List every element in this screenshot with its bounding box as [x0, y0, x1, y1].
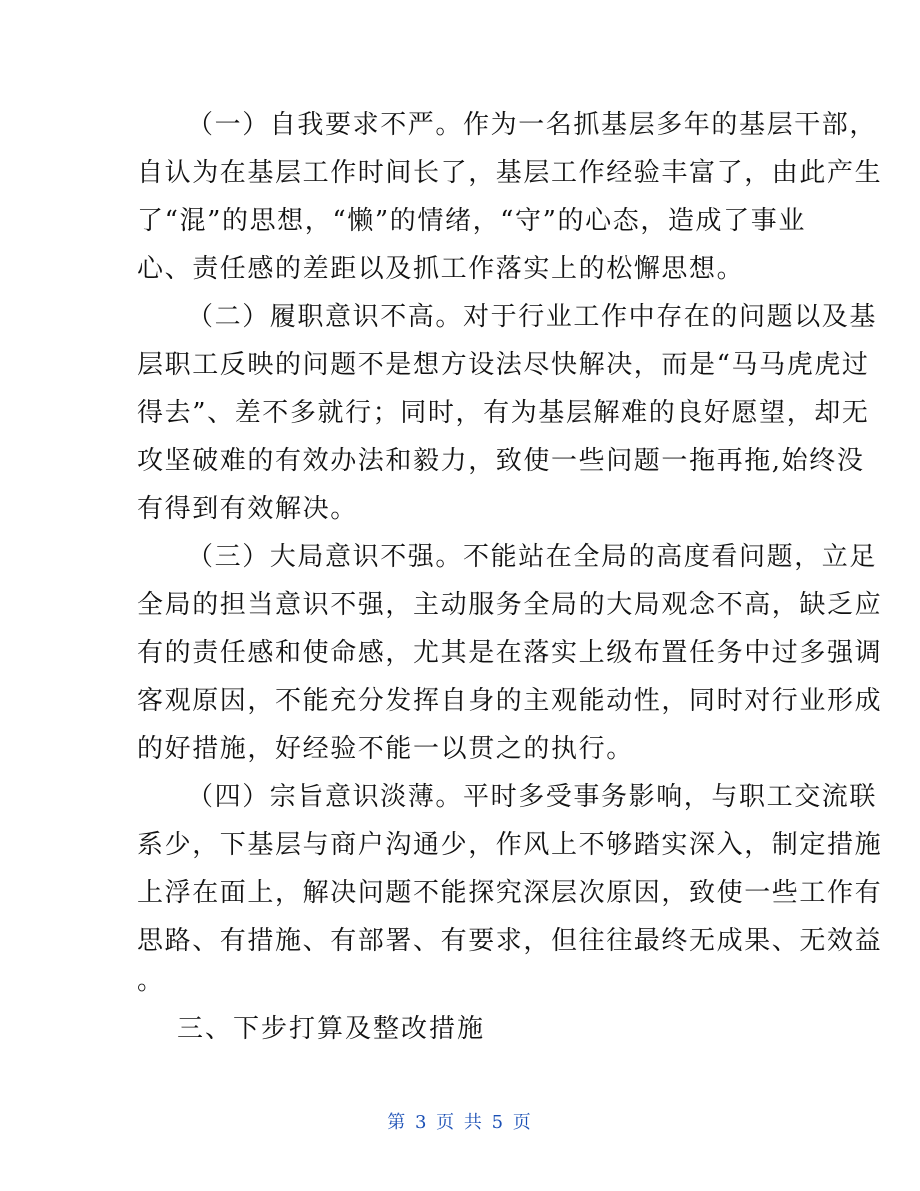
- paragraph-4-line-4: 思路、有措施、有部署、有要求，但往往最终无成果、无效益: [137, 926, 883, 956]
- paragraph-4-line-5: 。: [137, 966, 165, 996]
- paragraph-1-line-1: （一）自我要求不严。作为一名抓基层多年的基层干部，: [187, 110, 878, 140]
- paragraph-4-line-1: （四）宗旨意识淡薄。平时多受事务影响，与职工交流联: [187, 782, 878, 812]
- paragraph-2-line-3: 得去”、差不多就行；同时，有为基层解难的良好愿望，却无: [137, 398, 870, 428]
- paragraph-1-line-4: 心、责任感的差距以及抓工作落实上的松懈思想。: [137, 254, 745, 284]
- page-number-footer: 第 3 页 共 5 页: [387, 1112, 533, 1133]
- paragraph-2-line-2: 层职工反映的问题不是想方设法尽快解决，而是“马马虎虎过: [137, 350, 870, 380]
- paragraph-2-line-1: （二）履职意识不高。对于行业工作中存在的问题以及基: [187, 302, 878, 332]
- paragraph-4-line-2: 系少，下基层与商户沟通少，作风上不够踏实深入，制定措施: [137, 830, 883, 860]
- section-heading: 三、下步打算及整改措施: [177, 1014, 486, 1044]
- paragraph-1-line-3: 了“混”的思想，“懒”的情绪，“守”的心态，造成了事业: [137, 206, 806, 236]
- paragraph-3-line-2: 全局的担当意识不强，主动服务全局的大局观念不高，缺乏应: [137, 590, 883, 620]
- paragraph-3-line-5: 的好措施，好经验不能一以贯之的执行。: [137, 734, 634, 764]
- paragraph-3-line-3: 有的责任感和使命感，尤其是在落实上级布置任务中过多强调: [137, 638, 883, 668]
- paragraph-3-line-4: 客观原因，不能充分发挥自身的主观能动性，同时对行业形成: [137, 686, 883, 716]
- paragraph-1-line-2: 自认为在基层工作时间长了，基层工作经验丰富了，由此产生: [137, 158, 883, 188]
- paragraph-4-line-3: 上浮在面上，解决问题不能探究深层次原因，致使一些工作有: [137, 878, 883, 908]
- paragraph-2-line-5: 有得到有效解决。: [137, 494, 358, 524]
- paragraph-2-line-4: 攻坚破难的有效办法和毅力，致使一些问题一拖再拖,始终没: [137, 446, 865, 476]
- paragraph-3-line-1: （三）大局意识不强。不能站在全局的高度看问题，立足: [187, 542, 878, 572]
